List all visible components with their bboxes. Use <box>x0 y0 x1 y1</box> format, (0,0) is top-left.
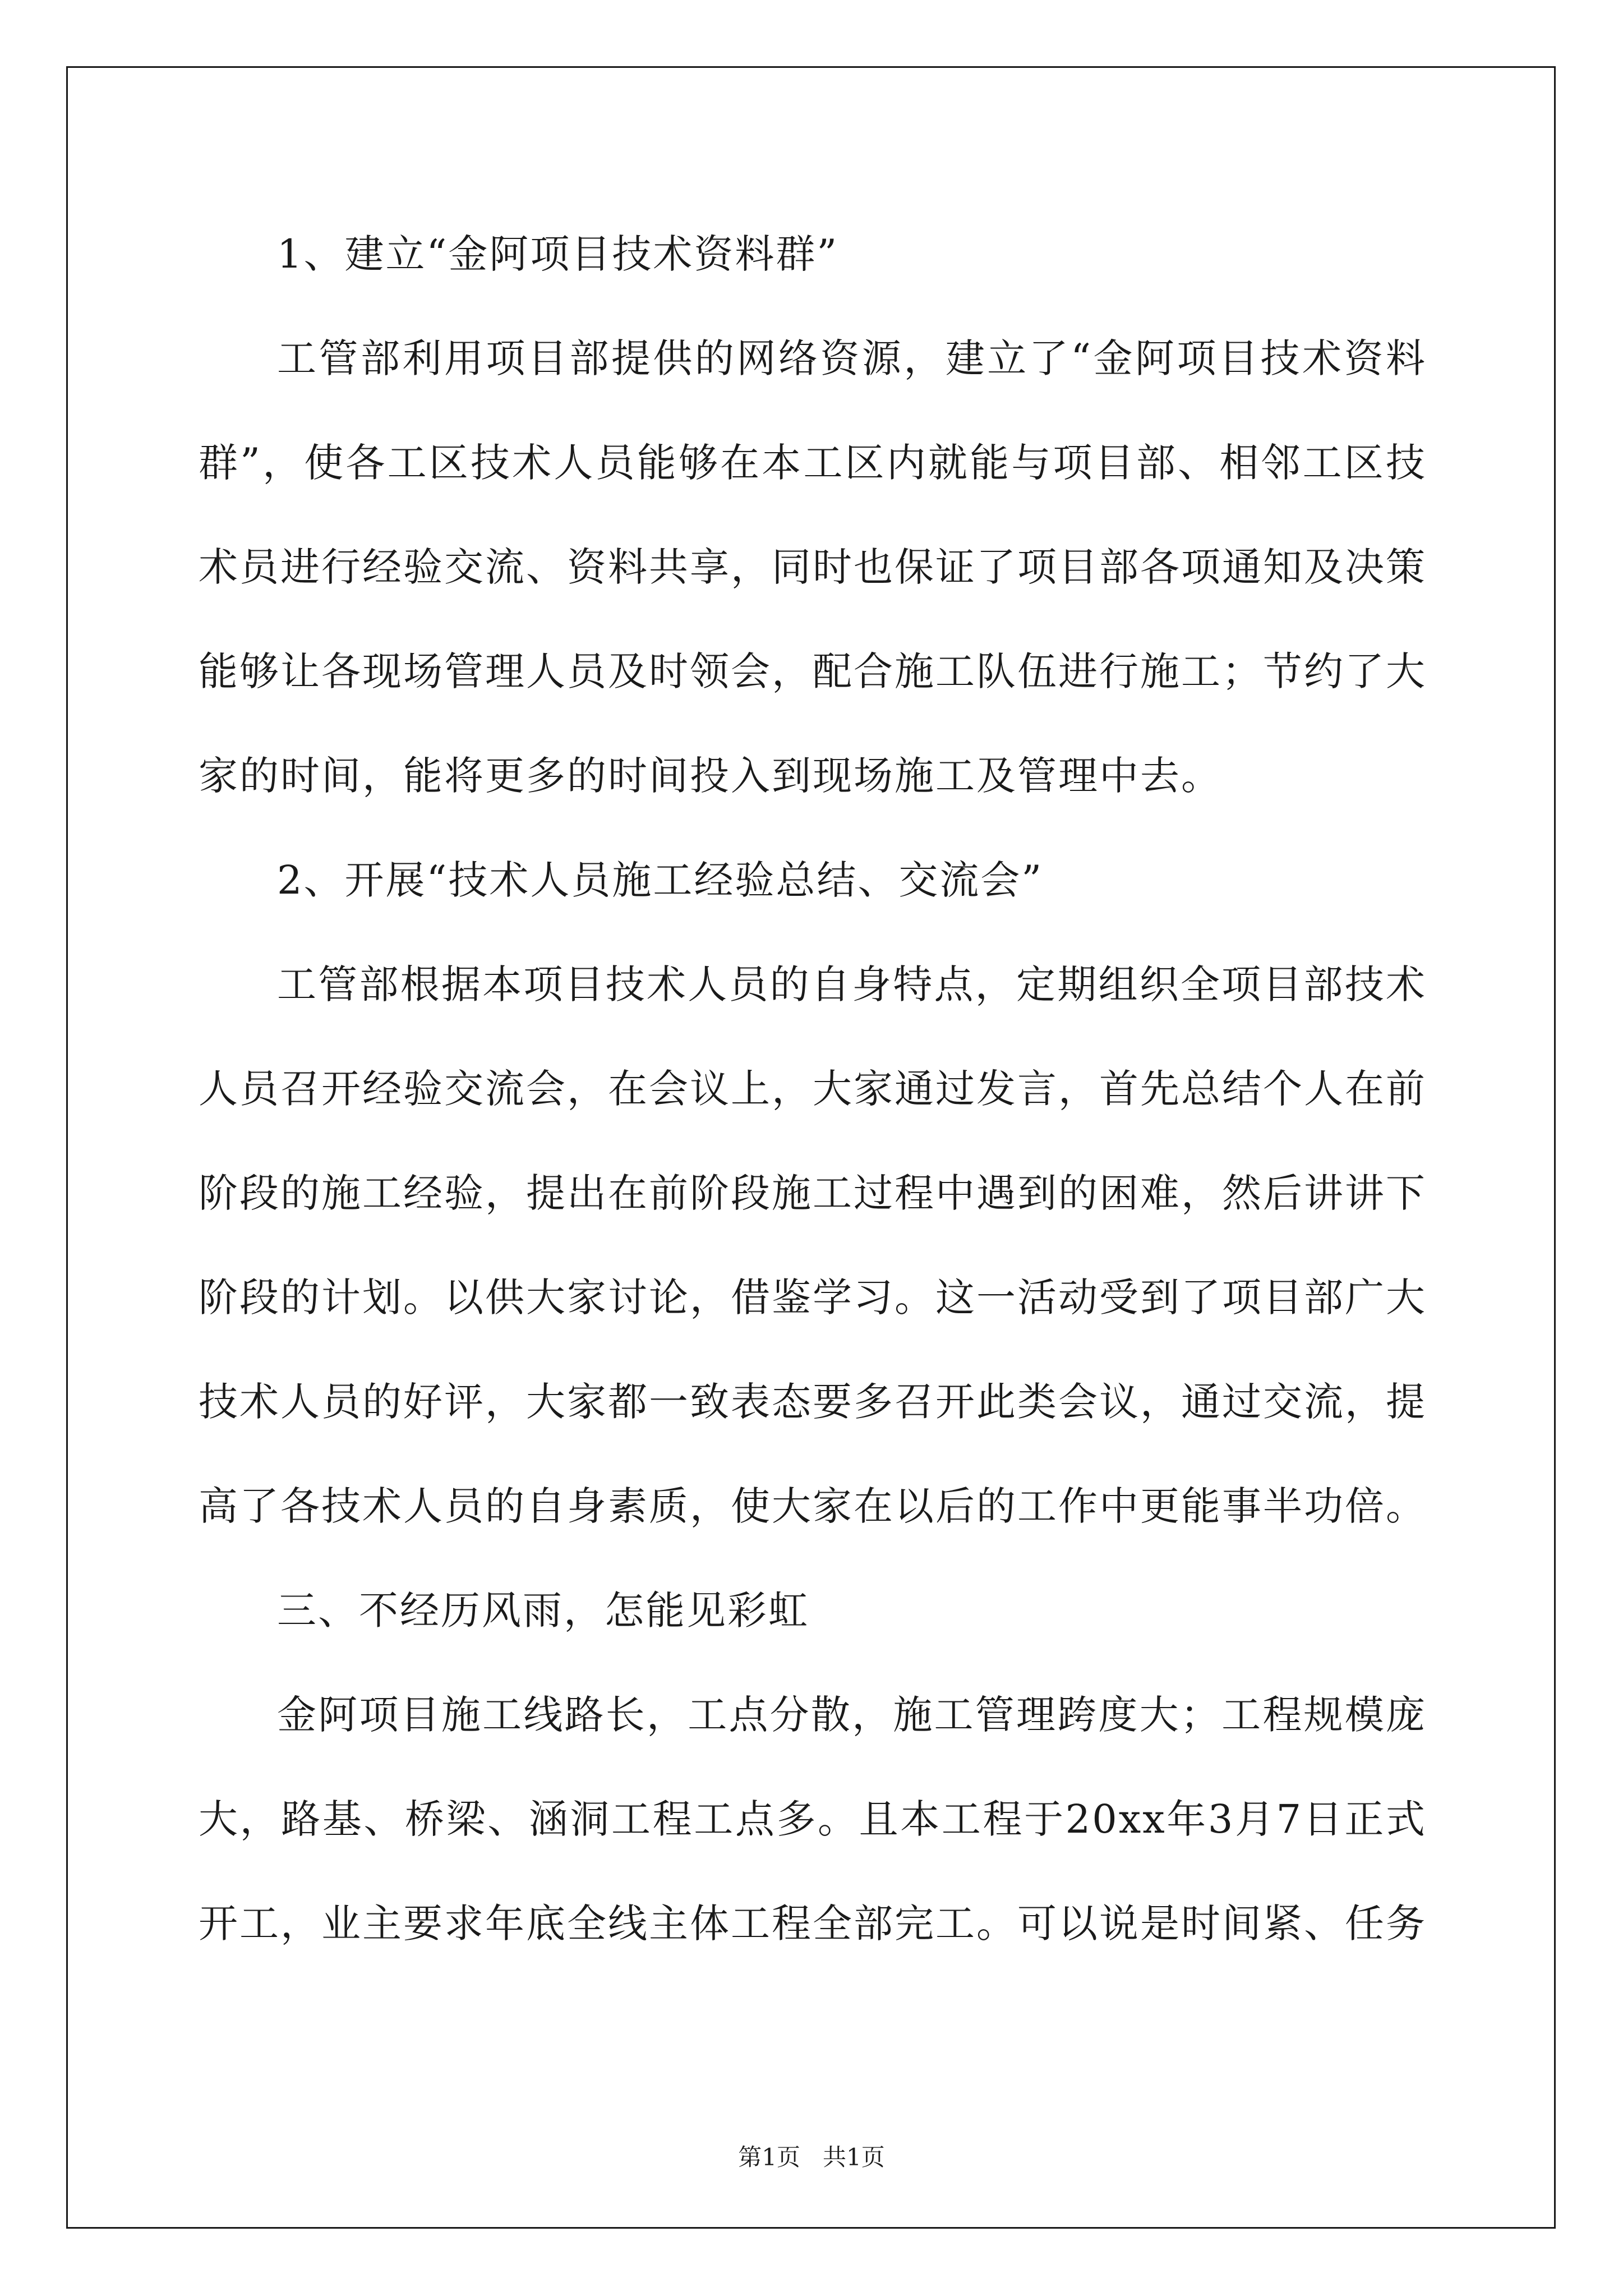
section-heading-1: 1、建立“金阿项目技术资料群” <box>277 231 839 277</box>
body-paragraph-1: 工管部利用项目部提供的网络资源，建立了“金阿项目技术资料群”，使各工区技术人员能够在本工区内就能与项目部、相邻工区技术员进行经验交流、资料共享，同时也保证了项目部各项通知及决策能够让各现场管理人员及时领会，配合施工队伍进行施工；节约了大家的时间，能将更多的时间投入到现场施工及管理中去。 <box>199 335 1427 799</box>
body-paragraph-3: 金阿项目施工线路长，工点分散，施工管理跨度大；工程规模庞大，路基、桥梁、涵洞工程工点多。且本工程于20xx年3月7日正式开工，业主要求年底全线主体工程全部完工。可以说是时间紧、任务 <box>199 1692 1427 1947</box>
document-body <box>199 202 1427 1976</box>
section-heading-3: 三、不经历风雨，怎能见彩虹 <box>277 1588 809 1634</box>
page-total: 共1页 <box>823 2143 885 2171</box>
section-heading-2: 2、开展“技术人员施工经验总结、交流会” <box>277 857 1044 903</box>
page-footer <box>0 2141 1623 2174</box>
page-number: 第1页 <box>738 2143 800 2171</box>
body-paragraph-2: 工管部根据本项目技术人员的自身特点，定期组织全项目部技术人员召开经验交流会，在会议上，大家通过发言，首先总结个人在前阶段的施工经验，提出在前阶段施工过程中遇到的困难，然后讲讲下阶段的计划。以供大家讨论，借鉴学习。这一活动受到了项目部广大技术人员的好评，大家都一致表态要多召开此类会议，通过交流，提高了各技术人员的自身素质，使大家在以后的工作中更能事半功倍。 <box>199 961 1427 1529</box>
